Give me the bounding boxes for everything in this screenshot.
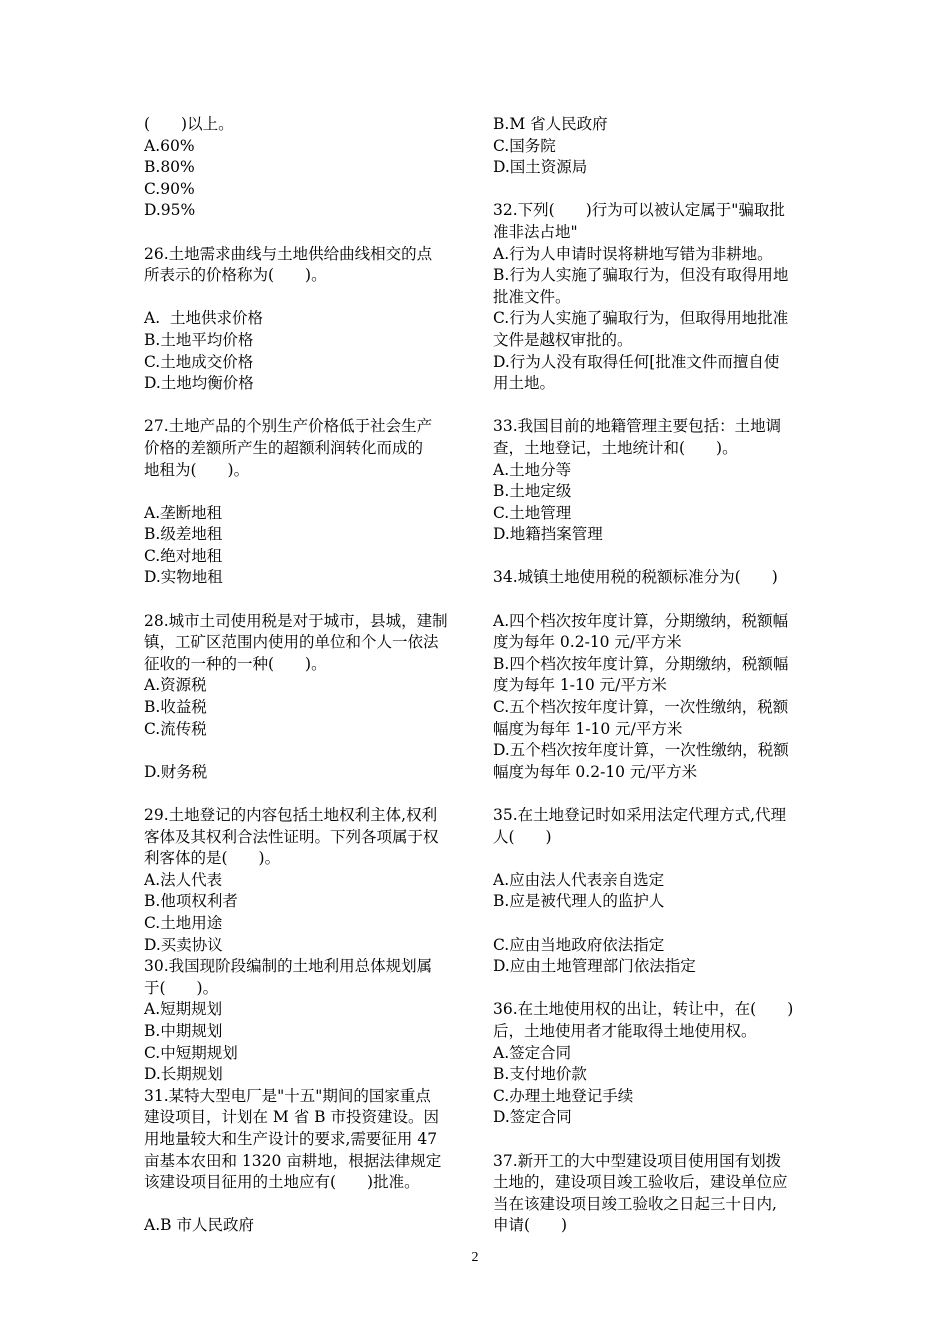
text-line: 批准文件。 bbox=[493, 287, 571, 306]
text-line: B.他项权利者 bbox=[144, 892, 238, 911]
text-line: 文件是越权审批的。 bbox=[493, 330, 633, 349]
text-line: C.五个档次按年度计算，一次性缴纳，税额 bbox=[493, 698, 789, 717]
blank-line bbox=[144, 783, 466, 805]
text-line: D.五个档次按年度计算，一次性缴纳，税额 bbox=[493, 741, 789, 760]
text-line: 27.土地产品的个别生产价格低于社会生产 bbox=[144, 417, 433, 436]
text-line: ( )以上。 bbox=[144, 115, 234, 133]
blank-line bbox=[144, 395, 466, 417]
text-line: 地租为( )。 bbox=[144, 460, 250, 479]
text-line: 幅度为每年 0.2-10 元/平方米 bbox=[493, 762, 698, 781]
page-number: 2 bbox=[471, 1250, 479, 1265]
text-line: 35.在土地登记时如采用法定代理方式,代理 bbox=[493, 806, 787, 824]
text-line: 26.土地需求曲线与土地供给曲线相交的点 bbox=[144, 244, 433, 263]
text-line: A. 土地供求价格 bbox=[144, 309, 263, 328]
blank-line bbox=[144, 740, 466, 762]
blank-line bbox=[493, 546, 815, 568]
text-line: 土地的，建设项目竣工验收后，建设单位应 bbox=[493, 1173, 788, 1192]
text-line: A.短期规划 bbox=[144, 1000, 223, 1019]
blank-line bbox=[493, 1129, 815, 1151]
text-line: C.土地成交价格 bbox=[144, 352, 254, 371]
text-line: C.90% bbox=[144, 179, 195, 198]
text-line: 申请( ) bbox=[493, 1216, 568, 1235]
text-line: C.办理土地登记手续 bbox=[493, 1086, 634, 1105]
text-line: 36.在土地使用权的出让，转让中，在( ) bbox=[493, 1000, 794, 1019]
text-line: 后，土地使用者才能取得土地使用权。 bbox=[493, 1021, 757, 1040]
text-line: D.签定合同 bbox=[493, 1108, 572, 1127]
text-line: 用土地。 bbox=[493, 374, 556, 393]
text-line: D.财务税 bbox=[144, 762, 208, 781]
text-line: 准非法占地" bbox=[493, 222, 578, 241]
text-line: D.买卖协议 bbox=[144, 935, 223, 954]
blank-line bbox=[493, 395, 815, 417]
text-line: 镇，工矿区范围内使用的单位和个人一依法 bbox=[144, 633, 439, 652]
text-line: A.行为人申请时误将耕地写错为非耕地。 bbox=[493, 244, 773, 263]
text-line: 人( ) bbox=[493, 827, 552, 846]
text-line: 30.我国现阶段编制的土地利用总体规划属 bbox=[144, 957, 433, 976]
text-line: 查，土地登记，土地统计和( )。 bbox=[493, 438, 738, 457]
blank-line bbox=[493, 179, 815, 201]
text-line: B.四个档次按年度计算，分期缴纳，税额幅 bbox=[493, 654, 789, 673]
blank-line bbox=[144, 589, 466, 611]
text-line: 37.新开工的大中型建设项目使用国有划拨 bbox=[493, 1151, 782, 1170]
text-line: 幅度为每年 1-10 元/平方米 bbox=[493, 719, 683, 738]
text-line: A.法人代表 bbox=[144, 870, 223, 889]
text-line: 当在该建设项目竣工验收之日起三十日内, bbox=[493, 1194, 777, 1213]
text-line: 建设项目，计划在 M 省 B 市投资建设。因 bbox=[144, 1108, 439, 1127]
left-column bbox=[144, 114, 466, 1237]
text-line: D.地籍挡案管理 bbox=[493, 525, 603, 544]
blank-line bbox=[144, 481, 466, 503]
text-line: 29.土地登记的内容包括土地权利主体,权利 bbox=[144, 806, 438, 824]
right-column bbox=[493, 114, 815, 1237]
text-line: 所表示的价格称为( )。 bbox=[144, 266, 327, 285]
blank-line bbox=[493, 783, 815, 805]
text-line: A.土地分等 bbox=[493, 460, 572, 479]
text-line: B.收益税 bbox=[144, 698, 207, 717]
text-line: B.行为人实施了骗取行为，但没有取得用地 bbox=[493, 266, 789, 285]
blank-line bbox=[144, 222, 466, 244]
text-line: 利客体的是( )。 bbox=[144, 849, 281, 868]
text-line: B.应是被代理人的监护人 bbox=[493, 892, 665, 911]
text-line: B.中期规划 bbox=[144, 1021, 223, 1040]
blank-line bbox=[493, 978, 815, 1000]
text-line: C.行为人实施了骗取行为，但取得用地批准 bbox=[493, 309, 789, 328]
text-line: A.B 市人民政府 bbox=[144, 1216, 254, 1235]
text-line: C.流传税 bbox=[144, 719, 207, 738]
text-line: B.支付地价款 bbox=[493, 1065, 587, 1084]
text-line: D.行为人没有取得任何[批准文件而擅自使 bbox=[493, 352, 780, 371]
text-line: 28.城市土司使用税是对于城市，县城，建制 bbox=[144, 611, 448, 630]
text-line: B.土地定级 bbox=[493, 482, 572, 501]
text-line: A.四个档次按年度计算，分期缴纳，税额幅 bbox=[493, 611, 789, 630]
text-line: 34.城镇土地使用税的税额标准分为( ) bbox=[493, 568, 778, 587]
text-line: 于( )。 bbox=[144, 978, 219, 997]
text-line: D.长期规划 bbox=[144, 1065, 223, 1084]
text-line: D.应由土地管理部门依法指定 bbox=[493, 957, 696, 976]
blank-line bbox=[493, 913, 815, 935]
text-line: B.级差地租 bbox=[144, 525, 223, 544]
text-line: 亩基本农田和 1320 亩耕地，根据法律规定 bbox=[144, 1151, 442, 1170]
text-line: C.绝对地租 bbox=[144, 546, 223, 565]
text-line: C.中短期规划 bbox=[144, 1043, 238, 1062]
text-line: A.签定合同 bbox=[493, 1043, 572, 1062]
text-line: 度为每年 1-10 元/平方米 bbox=[493, 676, 667, 695]
text-line: 客体及其权利合法性证明。下列各项属于权 bbox=[144, 827, 439, 846]
text-line: 该建设项目征用的土地应有( )批准。 bbox=[144, 1173, 420, 1192]
text-line: C.土地用途 bbox=[144, 913, 223, 932]
text-line: 度为每年 0.2-10 元/平方米 bbox=[493, 633, 682, 652]
text-line: 32.下列( )行为可以被认定属于"骗取批 bbox=[493, 201, 785, 220]
text-line: D.实物地租 bbox=[144, 568, 223, 587]
text-line: D.土地均衡价格 bbox=[144, 374, 254, 393]
text-line: 用地量较大和生产设计的要求,需要征用 47 bbox=[144, 1129, 438, 1148]
text-line: 31.某特大型电厂是"十五"期间的国家重点 bbox=[144, 1086, 431, 1105]
text-line: B.M 省人民政府 bbox=[493, 115, 608, 133]
blank-line bbox=[144, 1194, 466, 1216]
text-line: C.土地管理 bbox=[493, 503, 572, 522]
text-line: B.80% bbox=[144, 158, 195, 177]
text-line: 33.我国目前的地籍管理主要包括：土地调 bbox=[493, 417, 782, 436]
blank-line bbox=[493, 848, 815, 870]
text-line: D.95% bbox=[144, 201, 196, 220]
text-line: 征收的一种的一种( )。 bbox=[144, 654, 327, 673]
text-line: 价格的差额所产生的超额利润转化而成的 bbox=[144, 438, 424, 457]
text-line: C.应由当地政府依法指定 bbox=[493, 935, 665, 954]
text-line: A.资源税 bbox=[144, 676, 207, 695]
text-line: A.应由法人代表亲自选定 bbox=[493, 870, 665, 889]
text-line: C.国务院 bbox=[493, 136, 556, 155]
text-line: A.垄断地租 bbox=[144, 503, 223, 522]
blank-line bbox=[493, 589, 815, 611]
text-line: A.60% bbox=[144, 136, 195, 155]
text-line: B.土地平均价格 bbox=[144, 330, 254, 349]
blank-line bbox=[144, 287, 466, 309]
text-line: D.国土资源局 bbox=[493, 158, 588, 177]
